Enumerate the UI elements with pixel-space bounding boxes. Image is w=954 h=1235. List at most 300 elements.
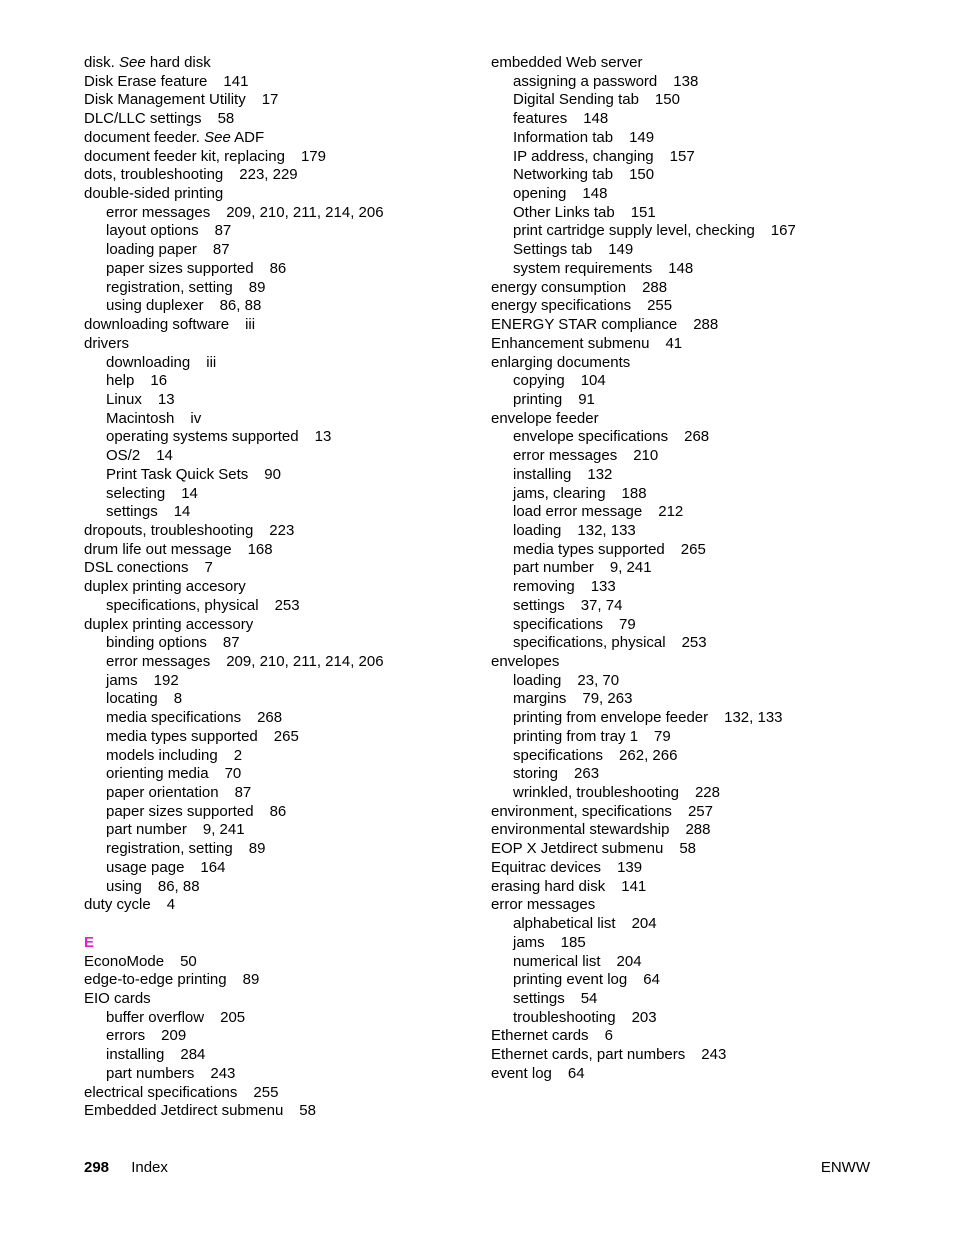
index-subentry: [491, 559, 931, 578]
index-term: usage page: [106, 858, 185, 876]
index-subentry: [84, 597, 464, 616]
page-reference[interactable]: 212: [658, 503, 684, 521]
page-reference[interactable]: 185: [560, 933, 586, 951]
index-term: event log: [491, 1064, 552, 1082]
index-term: binding options: [106, 634, 207, 652]
index-subentry: [491, 1009, 931, 1028]
index-term: models including: [106, 746, 218, 764]
section-letter: E: [84, 933, 95, 951]
page-reference[interactable]: 64: [643, 971, 660, 989]
index-term: specifications, physical: [106, 596, 259, 614]
page-reference[interactable]: 188: [621, 484, 647, 502]
index-entry: [491, 410, 931, 429]
index-term: ENERGY STAR compliance: [491, 316, 678, 334]
index-term: downloading: [106, 353, 191, 371]
index-term: print cartridge supply level, checking: [513, 222, 755, 240]
index-subentry: [491, 634, 931, 653]
index-entry: [491, 896, 931, 915]
page-reference[interactable]: 139: [617, 858, 643, 876]
page-reference[interactable]: 209, 210, 211, 214, 206: [226, 653, 384, 670]
index-subentry: [84, 410, 464, 429]
index-term: downloading software: [84, 316, 230, 334]
page-reference[interactable]: 89: [242, 971, 260, 989]
index-term: using duplexer: [106, 297, 204, 315]
index-term: printing event log: [513, 971, 628, 989]
index-subentry: [491, 372, 931, 391]
index-term: alphabetical list: [513, 915, 616, 933]
index-subentry: [491, 129, 931, 148]
section-letter-heading: [84, 934, 464, 953]
index-subentry: [491, 204, 931, 223]
page-reference[interactable]: 14: [173, 503, 191, 521]
page-reference[interactable]: 151: [630, 203, 656, 221]
index-term: settings: [513, 989, 565, 1007]
index-subentry: [84, 821, 464, 840]
index-term: selecting: [106, 484, 166, 502]
index-term: errors: [106, 1027, 146, 1045]
index-entry: [84, 971, 464, 990]
index-entry: [491, 279, 931, 298]
index-term: copying: [513, 372, 565, 390]
page-reference[interactable]: 150: [629, 166, 655, 184]
page-reference[interactable]: 223: [269, 521, 295, 539]
page-reference[interactable]: 87: [212, 241, 230, 259]
page-reference[interactable]: 58: [679, 840, 696, 858]
page-reference[interactable]: 70: [224, 765, 242, 783]
index-term: loading: [513, 521, 562, 539]
page-reference[interactable]: 210: [633, 447, 659, 465]
page-reference[interactable]: 50: [180, 952, 197, 970]
index-subentry: [491, 222, 931, 241]
page-reference[interactable]: 89: [248, 278, 266, 296]
index-term: Equitrac devices: [491, 858, 602, 876]
see-reference-target[interactable]: ADF: [234, 128, 265, 146]
page-reference[interactable]: 86, 88: [157, 877, 200, 895]
page-reference[interactable]: 288: [642, 278, 668, 296]
index-term: DSL conections: [84, 559, 189, 577]
index-term: OS/2: [106, 447, 141, 465]
index-term: wrinkled, troubleshooting: [513, 784, 679, 802]
page-reference[interactable]: 4: [166, 896, 176, 914]
index-term: IP address, changing: [513, 147, 654, 165]
index-subentry: [84, 297, 464, 316]
index-term: specifications: [513, 615, 604, 633]
index-subentry: [84, 690, 464, 709]
page-reference[interactable]: 149: [608, 241, 634, 259]
footer-right-label: ENWW: [820, 1159, 870, 1176]
page-reference[interactable]: 58: [217, 110, 235, 128]
page-reference[interactable]: 257: [687, 802, 713, 820]
page-reference[interactable]: 167: [770, 222, 796, 240]
index-term: environment, specifications: [491, 802, 672, 820]
index-subentry: [84, 1027, 464, 1046]
page-reference[interactable]: 104: [580, 372, 606, 390]
index-term: jams: [106, 671, 138, 689]
index-column-right: [491, 54, 931, 1084]
page-reference[interactable]: 133: [590, 578, 616, 596]
index-entry: [84, 616, 464, 635]
index-term: energy specifications: [491, 297, 632, 315]
index-subentry: [491, 616, 931, 635]
index-entry: [84, 541, 464, 560]
index-subentry: [491, 391, 931, 410]
index-entry: [491, 803, 931, 822]
index-term: error messages: [513, 447, 618, 465]
page-reference[interactable]: 2: [233, 746, 243, 764]
page-reference[interactable]: iii: [245, 316, 256, 334]
index-subentry: [84, 840, 464, 859]
page-reference[interactable]: 150: [654, 91, 680, 109]
index-subentry: [491, 709, 931, 728]
index-term: disk.: [84, 54, 115, 71]
index-subentry: [491, 971, 931, 990]
index-term: orienting media: [106, 765, 209, 783]
index-term: installing: [106, 1046, 165, 1064]
page-reference[interactable]: 9, 241: [202, 821, 245, 839]
see-reference-label: See: [204, 128, 231, 146]
see-reference-label: See: [119, 54, 146, 71]
index-entry: [84, 91, 464, 110]
index-term: Networking tab: [513, 166, 614, 184]
index-subentry: [491, 765, 931, 784]
page-reference[interactable]: 262, 266: [619, 746, 678, 764]
page-reference[interactable]: 6: [604, 1027, 613, 1045]
index-subentry: [84, 503, 464, 522]
index-term: settings: [513, 596, 565, 614]
index-entry: [84, 148, 464, 167]
index-term: Digital Sending tab: [513, 91, 639, 109]
index-subentry: [491, 990, 931, 1009]
page-reference[interactable]: 7: [204, 559, 213, 577]
page-reference[interactable]: 14: [181, 484, 198, 502]
index-term: part number: [106, 821, 187, 839]
index-term: Settings tab: [513, 241, 593, 259]
index-subentry: [84, 391, 464, 410]
index-term: EIO cards: [84, 989, 151, 1007]
page-reference[interactable]: 148: [582, 185, 608, 203]
index-term: envelope specifications: [513, 428, 669, 446]
page-reference[interactable]: 141: [621, 877, 647, 895]
index-term: dropouts, troubleshooting: [84, 521, 254, 539]
index-subentry: [491, 597, 931, 616]
index-subentry: [491, 690, 931, 709]
index-term: erasing hard disk: [491, 877, 606, 895]
index-term: loading: [513, 671, 562, 689]
page-reference[interactable]: 14: [156, 447, 173, 465]
page-reference[interactable]: 132, 133: [577, 521, 636, 539]
index-subentry: [84, 279, 464, 298]
index-subentry: [84, 222, 464, 241]
page-reference[interactable]: 16: [150, 372, 168, 390]
index-term: envelopes: [491, 653, 560, 670]
index-term: using: [106, 877, 142, 895]
index-entry: [491, 840, 931, 859]
page-reference[interactable]: 157: [669, 147, 695, 165]
page-reference[interactable]: 164: [200, 858, 226, 876]
index-term: features: [513, 110, 568, 128]
page-reference[interactable]: iii: [206, 353, 217, 371]
page-reference[interactable]: 86: [269, 259, 287, 277]
index-entry: [84, 73, 464, 92]
index-subentry: [491, 91, 931, 110]
index-term: drivers: [84, 334, 130, 352]
index-subentry: [491, 241, 931, 260]
page-reference[interactable]: 263: [574, 765, 600, 783]
index-subentry: [491, 672, 931, 691]
page-reference[interactable]: 90: [264, 465, 281, 483]
index-entry: [491, 1027, 931, 1046]
index-term: layout options: [106, 222, 199, 240]
page-footer: [84, 1158, 870, 1178]
page-reference[interactable]: 204: [616, 952, 642, 970]
index-term: margins: [513, 690, 567, 708]
index-entry: [84, 54, 464, 73]
page-reference[interactable]: 268: [684, 428, 710, 446]
page-reference[interactable]: 86: [269, 802, 287, 820]
index-entry: [84, 578, 464, 597]
page-reference[interactable]: 192: [153, 671, 179, 689]
index-term: registration, setting: [106, 840, 233, 858]
page-reference[interactable]: 86, 88: [219, 297, 262, 315]
page-reference[interactable]: 243: [210, 1064, 236, 1082]
index-entry: [491, 1065, 931, 1084]
index-subentry: [84, 447, 464, 466]
page-reference[interactable]: 87: [214, 222, 232, 240]
index-subentry: [84, 672, 464, 691]
page-reference[interactable]: 223, 229: [239, 166, 298, 184]
index-term: edge-to-edge printing: [84, 971, 227, 989]
index-term: enlarging documents: [491, 353, 631, 371]
index-subentry: [491, 466, 931, 485]
index-subentry: [491, 485, 931, 504]
index-subentry: [491, 784, 931, 803]
index-term: jams, clearing: [513, 484, 606, 502]
index-term: document feeder.: [84, 128, 200, 146]
index-entry: [491, 54, 931, 73]
index-subentry: [84, 241, 464, 260]
index-subentry: [84, 728, 464, 747]
index-term: duplex printing accesory: [84, 578, 246, 596]
index-term: part number: [513, 559, 594, 577]
index-entry: [84, 559, 464, 578]
page-reference[interactable]: 9, 241: [609, 559, 652, 577]
index-subentry: [491, 447, 931, 466]
index-term: error messages: [491, 896, 596, 914]
page-reference[interactable]: 87: [222, 634, 240, 652]
index-subentry: [491, 73, 931, 92]
index-entry: [491, 297, 931, 316]
index-subentry: [84, 859, 464, 878]
index-entry: [84, 335, 464, 354]
index-term: DLC/LLC settings: [84, 110, 202, 128]
index-subentry: [84, 485, 464, 504]
index-term: storing: [513, 765, 559, 783]
index-term: Disk Erase feature: [84, 72, 208, 90]
page-reference[interactable]: 132: [587, 465, 613, 483]
index-term: Linux: [106, 390, 142, 408]
index-entry: [491, 354, 931, 373]
index-term: Other Links tab: [513, 203, 615, 221]
page-reference[interactable]: 54: [580, 989, 598, 1007]
page-reference[interactable]: 17: [261, 91, 279, 109]
index-term: installing: [513, 465, 572, 483]
page-reference[interactable]: 203: [631, 1008, 657, 1026]
index-term: error messages: [106, 653, 211, 670]
index-term: operating systems supported: [106, 428, 299, 446]
index-term: troubleshooting: [513, 1008, 616, 1026]
index-subentry: [84, 634, 464, 653]
index-entry: [491, 821, 931, 840]
page-reference[interactable]: 132, 133: [724, 709, 783, 727]
index-entry: [84, 990, 464, 1009]
page-reference[interactable]: 228: [694, 784, 720, 802]
page-reference[interactable]: 79, 263: [582, 690, 633, 708]
index-term: buffer overflow: [106, 1008, 205, 1026]
index-subentry: [491, 166, 931, 185]
page-reference[interactable]: 209: [161, 1027, 187, 1045]
page-reference[interactable]: 13: [157, 390, 175, 408]
index-subentry: [491, 953, 931, 972]
page-reference[interactable]: 64: [567, 1064, 585, 1082]
index-term: opening: [513, 185, 567, 203]
page-reference[interactable]: 268: [257, 709, 283, 727]
index-term: Information tab: [513, 128, 614, 146]
index-entry: [84, 110, 464, 129]
index-term: load error message: [513, 503, 643, 521]
page-reference[interactable]: 204: [631, 915, 657, 933]
page-reference[interactable]: 141: [223, 72, 249, 90]
page-reference[interactable]: iv: [190, 409, 202, 427]
index-term: energy consumption: [491, 278, 627, 296]
index-term: jams: [513, 933, 545, 951]
index-subentry: [84, 747, 464, 766]
index-subentry: [84, 354, 464, 373]
index-subentry: [491, 110, 931, 129]
index-subentry: [84, 1065, 464, 1084]
index-entry: [491, 878, 931, 897]
index-subentry: [84, 709, 464, 728]
page-reference[interactable]: 149: [629, 128, 655, 146]
page-reference[interactable]: 255: [647, 297, 673, 315]
index-entry: [491, 1046, 931, 1065]
index-term: Enhancement submenu: [491, 334, 650, 352]
index-entry: [84, 166, 464, 185]
index-term: embedded Web server: [491, 54, 643, 71]
index-term: electrical specifications: [84, 1083, 238, 1101]
page-reference[interactable]: 148: [583, 110, 609, 128]
index-term: media specifications: [106, 709, 242, 727]
index-entry: [84, 1102, 464, 1121]
index-subentry: [491, 915, 931, 934]
page-reference[interactable]: 253: [274, 596, 300, 614]
index-term: settings: [106, 503, 158, 521]
index-term: registration, setting: [106, 278, 233, 296]
index-term: printing from envelope feeder: [513, 709, 709, 727]
index-term: environmental stewardship: [491, 821, 670, 839]
index-entry: [84, 316, 464, 335]
index-term: system requirements: [513, 259, 653, 277]
index-subentry: [84, 372, 464, 391]
index-subentry: [491, 260, 931, 279]
page-reference[interactable]: 37, 74: [580, 596, 623, 614]
index-term: locating: [106, 690, 158, 708]
page-reference[interactable]: 87: [234, 784, 252, 802]
index-term: EOP X Jetdirect submenu: [491, 840, 664, 858]
page-reference[interactable]: 89: [248, 840, 266, 858]
page-reference[interactable]: 138: [673, 72, 699, 90]
page-reference[interactable]: 205: [220, 1008, 246, 1026]
index-term: Print Task Quick Sets: [106, 465, 249, 483]
index-subentry: [84, 878, 464, 897]
index-subentry: [491, 503, 931, 522]
index-entry: [84, 185, 464, 204]
index-subentry: [491, 934, 931, 953]
page-reference[interactable]: 255: [253, 1083, 279, 1101]
index-term: media types supported: [513, 540, 665, 558]
index-entry: [491, 335, 931, 354]
index-term: document feeder kit, replacing: [84, 147, 285, 165]
page-reference[interactable]: 13: [314, 428, 332, 446]
page-reference[interactable]: 288: [693, 316, 719, 334]
page-reference[interactable]: 91: [578, 390, 595, 408]
page-reference[interactable]: 168: [247, 540, 273, 558]
index-subentry: [84, 260, 464, 279]
index-term: paper sizes supported: [106, 259, 254, 277]
index-term: Ethernet cards: [491, 1027, 589, 1045]
index-subentry: [84, 784, 464, 803]
see-reference-target[interactable]: hard disk: [149, 54, 211, 71]
index-term: Macintosh: [106, 409, 175, 427]
page-reference[interactable]: 265: [680, 540, 706, 558]
page-reference[interactable]: 79: [619, 615, 636, 633]
page-reference[interactable]: 284: [180, 1046, 206, 1064]
index-entry: [491, 653, 931, 672]
index-subentry: [491, 578, 931, 597]
index-subentry: [491, 541, 931, 560]
index-term: specifications: [513, 746, 604, 764]
page-reference[interactable]: 209, 210, 211, 214, 206: [226, 203, 384, 221]
index-subentry: [84, 466, 464, 485]
index-term: help: [106, 372, 135, 390]
page-reference[interactable]: 265: [273, 727, 299, 745]
page-reference[interactable]: 243: [701, 1046, 727, 1064]
index-term: dots, troubleshooting: [84, 166, 224, 184]
index-subentry: [491, 747, 931, 766]
page-reference[interactable]: 253: [681, 634, 707, 652]
page-reference[interactable]: 79: [654, 727, 671, 745]
page-reference[interactable]: 58: [299, 1102, 316, 1120]
section-spacer: [84, 915, 464, 934]
index-column-left: [84, 54, 464, 1121]
index-term: part numbers: [106, 1064, 195, 1082]
index-term: printing from tray 1: [513, 727, 639, 745]
page-reference[interactable]: 41: [665, 334, 683, 352]
index-term: paper orientation: [106, 784, 219, 802]
page-reference[interactable]: 288: [685, 821, 711, 839]
page-reference[interactable]: 148: [668, 259, 694, 277]
footer-section-title: Index: [131, 1159, 168, 1176]
index-subentry: [84, 765, 464, 784]
index-term: EconoMode: [84, 952, 165, 970]
page-reference[interactable]: 179: [300, 147, 326, 165]
index-subentry: [491, 148, 931, 167]
index-entry: [84, 522, 464, 541]
page-reference[interactable]: 23, 70: [577, 671, 620, 689]
index-term: Embedded Jetdirect submenu: [84, 1102, 284, 1120]
page-reference[interactable]: 8: [173, 690, 183, 708]
index-subentry: [491, 185, 931, 204]
index-term: duty cycle: [84, 896, 151, 914]
